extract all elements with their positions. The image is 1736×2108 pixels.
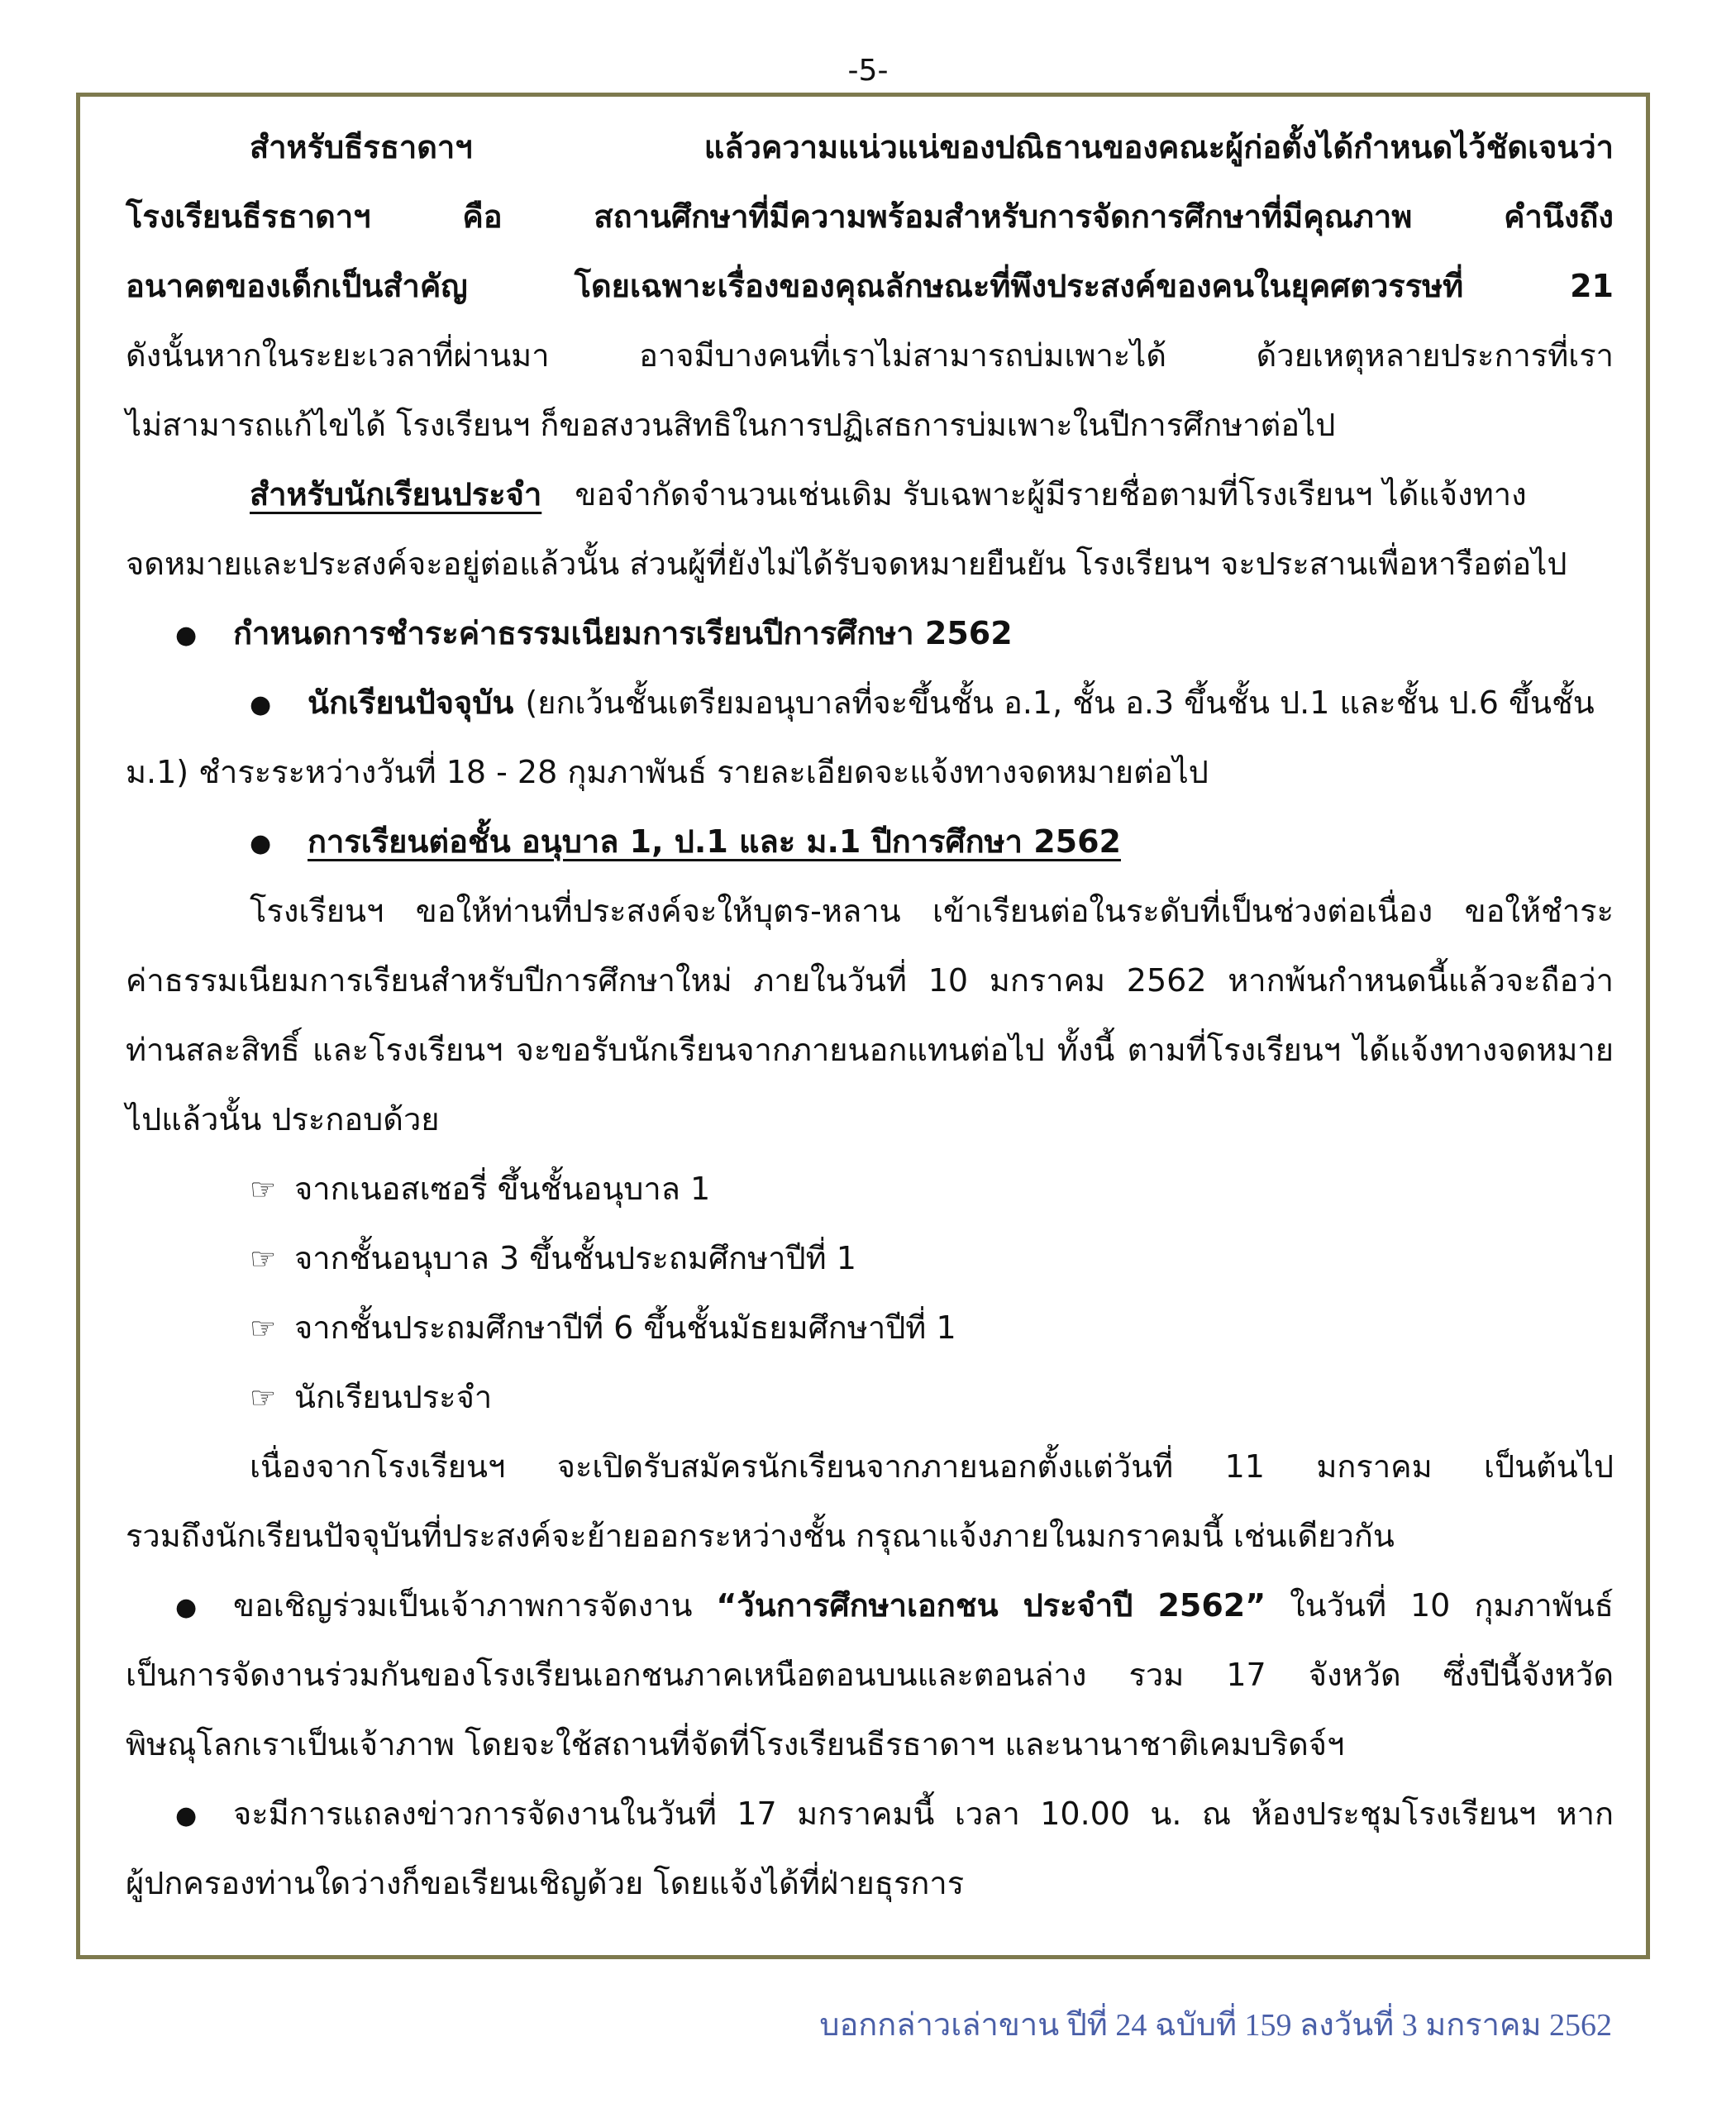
after-line-2: รวมถึงนักเรียนปัจจุบันที่ประสงค์จะย้ายออกระหว่างชั้น กรุณาแจ้งภายในมกราคมนี้ เช่นเดียวกัน [126,1518,1395,1554]
boarding-line-1 [126,460,1614,529]
after-line-1: เนื่องจากโรงเรียนฯ จะเปิดรับสมัครนักเรียนจากภายนอกตั้งแต่วันที่ 11 มกราคม เป็นต้นไป [250,1448,1614,1485]
page-number: -5- [847,54,889,88]
current-students-line-1 [126,668,1614,737]
para1-line-2: โรงเรียนธีรธาดาฯ คือ สถานศึกษาที่มีความพร้อมสำหรับการจัดการศึกษาที่มีคุณภาพ คำนึงถึง [126,198,1614,235]
continuing-item-text: จากเนอสเซอรี่ ขึ้นชั้นอนุบาล 1 [294,1171,711,1207]
continuing-item [126,1154,1614,1223]
education-day-title: “วันการศึกษาเอกชน ประจำปี 2562” [716,1587,1266,1624]
bullet-icon: ● [175,1592,198,1622]
newsletter-footer: บอกกล่าวเล่าขาน ปีที่ 24 ฉบับที่ 159 ลงวันที่ 3 มกราคม 2562 [819,2008,1612,2043]
continuing-item-text: จากชั้นประถมศึกษาปีที่ 6 ขึ้นชั้นมัธยมศึกษาปีที่ 1 [294,1309,956,1346]
boarding-line1-text: ขอจำกัดจำนวนเช่นเดิม รับเฉพาะผู้มีรายชื่อตามที่โรงเรียนฯ ได้แจ้งทาง [575,476,1527,513]
fee-heading-text: กำหนดการชำระค่าธรรมเนียมการเรียนปีการศึกษา 2562 [233,615,1013,651]
para1-line-4: ดังนั้นหากในระยะเวลาที่ผ่านมา อาจมีบางคนที่เราไม่สามารถบ่มเพาะได้ ด้วยเหตุหลายประการที่เรา [126,337,1614,374]
continuing-heading [126,807,1614,876]
boarding-label: สำหรับนักเรียนประจำ [250,476,542,513]
continuing-item-text: จากชั้นอนุบาล 3 ขึ้นชั้นประถมศึกษาปีที่ 1 [294,1240,856,1276]
continuing-line-3: ท่านสละสิทธิ์ และโรงเรียนฯ จะขอรับนักเรียนจากภายนอกแทนต่อไป ทั้งนี้ ตามที่โรงเรียนฯ ได้แจ้งทางจดหมาย [126,1032,1614,1068]
continuing-item [126,1223,1614,1293]
continuing-heading-text: การเรียนต่อชั้น อนุบาล 1, ป.1 และ ม.1 ปีการศึกษา 2562 [308,823,1121,860]
fee-heading [126,599,1614,668]
boarding-line-2: จดหมายและประสงค์จะอยู่ต่อแล้วนั้น ส่วนผู้ที่ยังไม่ได้รับจดหมายยืนยัน โรงเรียนฯ จะประสานเพื่อหารือต่อไป [126,546,1567,582]
pointing-hand-icon: ☞ [250,1242,277,1276]
continuing-line-1: โรงเรียนฯ ขอให้ท่านที่ประสงค์จะให้บุตร-หลาน เข้าเรียนต่อในระดับที่เป็นช่วงต่อเนื่อง ขอให้ชำระ [250,893,1614,929]
education-day-line-1 [126,1571,1614,1640]
education-day-pre: ขอเชิญร่วมเป็นเจ้าภาพการจัดงาน [233,1587,693,1624]
pointing-hand-icon: ☞ [250,1312,277,1346]
press-line1-text: จะมีการแถลงข่าวการจัดงานในวันที่ 17 มกราคมนี้ เวลา 10.00 น. ณ ห้องประชุมโรงเรียนฯ หาก [233,1796,1614,1832]
education-day-post: ในวันที่ 10 กุมภาพันธ์ [1290,1587,1614,1624]
document-body [126,112,1614,1918]
bullet-icon: ● [175,620,198,650]
bullet-icon: ● [175,1800,198,1830]
continuing-item [126,1293,1614,1362]
continuing-item [126,1362,1614,1432]
current-students-label: นักเรียนปัจจุบัน [308,684,514,721]
current-students-line-2: ม.1) ชำระระหว่างวันที่ 18 - 28 กุมภาพันธ์ รายละเอียดจะแจ้งทางจดหมายต่อไป [126,754,1209,790]
education-day-line-3: พิษณุโลกเราเป็นเจ้าภาพ โดยจะใช้สถานที่จัดที่โรงเรียนธีรธาดาฯ และนานาชาติเคมบริดจ์ฯ [126,1726,1345,1762]
para1-line-3: อนาคตของเด็กเป็นสำคัญ โดยเฉพาะเรื่องของคุณลักษณะที่พึงประสงค์ของคนในยุคศตวรรษที่ 21 [126,268,1614,304]
bullet-icon: ● [250,828,272,858]
pointing-hand-icon: ☞ [250,1173,277,1207]
continuing-line-4: ไปแล้วนั้น ประกอบด้วย [126,1101,440,1137]
para1-line-1: สำหรับธีรธาดาฯ แล้วความแน่วแน่ของปณิธานของคณะผู้ก่อตั้งได้กำหนดไว้ชัดเจนว่า [250,129,1614,165]
press-line-2: ผู้ปกครองท่านใดว่างก็ขอเรียนเชิญด้วย โดยแจ้งได้ที่ฝ่ายธุรการ [126,1865,965,1901]
bullet-icon: ● [250,689,272,719]
para1-line-5: ไม่สามารถแก้ไขได้ โรงเรียนฯ ก็ขอสงวนสิทธิในการปฏิเสธการบ่มเพาะในปีการศึกษาต่อไป [126,407,1336,443]
continuing-line-2: ค่าธรรมเนียมการเรียนสำหรับปีการศึกษาใหม่ ภายในวันที่ 10 มกราคม 2562 หากพ้นกำหนดนี้แล้วจะถือว่า [126,962,1614,999]
education-day-line-2: เป็นการจัดงานร่วมกันของโรงเรียนเอกชนภาคเหนือตอนบนและตอนล่าง รวม 17 จังหวัด ซึ่งปีนี้จังหวัด [126,1657,1614,1693]
press-line-1 [126,1779,1614,1848]
current-students-text: (ยกเว้นชั้นเตรียมอนุบาลที่จะขึ้นชั้น อ.1, ชั้น อ.3 ขึ้นชั้น ป.1 และชั้น ป.6 ขึ้นชั้น [525,684,1595,721]
pointing-hand-icon: ☞ [250,1381,277,1415]
continuing-item-text: นักเรียนประจำ [294,1379,493,1415]
